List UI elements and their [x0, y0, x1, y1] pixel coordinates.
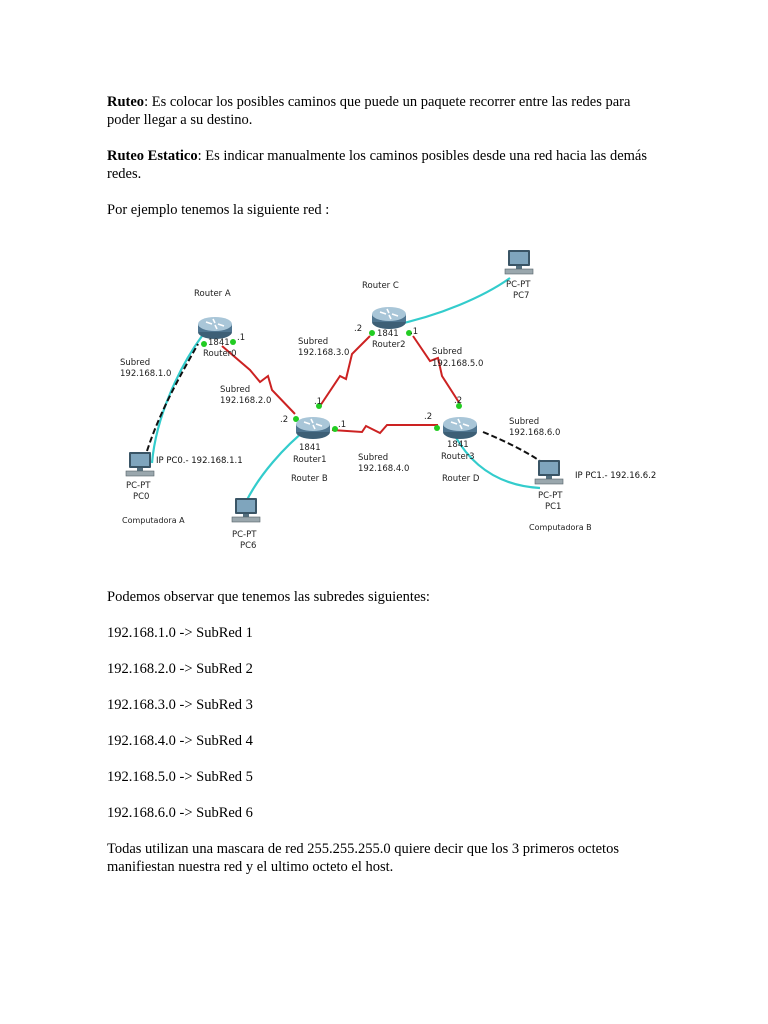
pc1-name: PC1: [545, 502, 562, 512]
subnet-list-item: 192.168.4.0 -> SubRed 4: [107, 733, 253, 749]
router-a[interactable]: [198, 317, 232, 339]
subnet-list-item: 192.168.1.0 -> SubRed 1: [107, 625, 253, 641]
router-icon: [372, 307, 406, 329]
pc7[interactable]: [505, 250, 533, 274]
router-b[interactable]: [296, 417, 330, 439]
ruteo-estatico-term: Ruteo Estatico: [107, 148, 198, 164]
subnet-1-net: 192.168.1.0: [120, 369, 172, 379]
ruteo-estatico-definition: [107, 147, 667, 183]
pc1-type: PC-PT: [538, 491, 563, 501]
pc6-type: PC-PT: [232, 530, 257, 540]
router-d-name: Router3: [441, 452, 475, 462]
subnet-2-label: Subred: [220, 385, 251, 395]
pc0[interactable]: [126, 452, 154, 476]
ruteo-term: Ruteo: [107, 94, 145, 110]
conclusion-text: Todas utilizan una mascara de red 255.255.255.0 quiere decir que los 3 primeros octetos manifiestan nuestra red y el ultimo octeto el host.: [107, 841, 619, 875]
example-intro: Por ejemplo tenemos la siguiente red :: [107, 202, 330, 218]
port-c-2: .2: [354, 324, 363, 334]
router-icon: [198, 317, 232, 339]
link-pc6-router-b: [245, 428, 308, 504]
pc6[interactable]: [232, 498, 260, 522]
port-d-2-left: .2: [424, 412, 433, 422]
pc0-ip: IP PC0.- 192.168.1.1: [156, 456, 243, 466]
pc7-type: PC-PT: [506, 280, 531, 290]
pc1-caption: Computadora B: [529, 523, 592, 532]
router-a-title: Router A: [194, 289, 231, 299]
subnet-list-item: 192.168.5.0 -> SubRed 5: [107, 769, 253, 785]
subnet-5-net: 192.168.5.0: [432, 359, 484, 369]
subnet-4-label: Subred: [358, 453, 389, 463]
router-icon: [296, 417, 330, 439]
port-b-2: .2: [280, 415, 289, 425]
port-indicators: [201, 330, 462, 432]
router-b-model: 1841: [299, 443, 321, 453]
link-router-c-pc7: [390, 278, 510, 326]
subnet-6-label: Subred: [509, 417, 540, 427]
router-d-model: 1841: [447, 440, 469, 450]
pc0-caption: Computadora A: [122, 516, 185, 525]
pc7-name: PC7: [513, 291, 530, 301]
router-c-title: Router C: [362, 281, 399, 291]
pc-icon: [505, 250, 533, 274]
pc1[interactable]: [535, 460, 563, 484]
router-d-title: Router D: [442, 474, 480, 484]
router-c-model: 1841: [377, 329, 399, 339]
subnet-5-label: Subred: [432, 347, 463, 357]
ruteo-definition: [107, 93, 667, 129]
router-d[interactable]: [443, 417, 477, 439]
pc0-type: PC-PT: [126, 481, 151, 491]
router-a-name: Router0: [203, 349, 237, 359]
pc6-name: PC6: [240, 541, 257, 551]
port-c-1: .1: [410, 327, 419, 337]
subnet-2-net: 192.168.2.0: [220, 396, 272, 406]
router-c[interactable]: [372, 307, 406, 329]
router-icon: [443, 417, 477, 439]
subnet-3-label: Subred: [298, 337, 329, 347]
network-diagram: [100, 236, 657, 566]
ruteo-estatico-text: : Es indicar manualmente los caminos posibles desde una red hacia las demás redes.: [107, 148, 647, 182]
port-a-1: .1: [237, 333, 246, 343]
pc-icon: [232, 498, 260, 522]
pc-icon: [535, 460, 563, 484]
pc1-ip: IP PC1.- 192.16.6.2: [575, 471, 657, 481]
port-b-1-up: .1: [314, 397, 323, 407]
subnet-6-net: 192.168.6.0: [509, 428, 561, 438]
router-b-title: Router B: [291, 474, 328, 484]
subnet-list-item: 192.168.3.0 -> SubRed 3: [107, 697, 253, 713]
serial-b-d: [332, 425, 438, 433]
router-a-model: 1841: [208, 338, 230, 348]
console-pc0-router-a: [147, 344, 198, 451]
link-pc0-router-a: [152, 336, 202, 463]
subnet-list-item: 192.168.6.0 -> SubRed 6: [107, 805, 253, 821]
ruteo-text: : Es colocar los posibles caminos que puede un paquete recorrer entre las redes para poder llegar a su destino.: [107, 94, 631, 128]
subnet-list-item: 192.168.2.0 -> SubRed 2: [107, 661, 253, 677]
router-c-name: Router2: [372, 340, 406, 350]
subnet-1-label: Subred: [120, 358, 151, 368]
pc-icon: [126, 452, 154, 476]
subnet-4-net: 192.168.4.0: [358, 464, 410, 474]
observe-text: Podemos observar que tenemos las subredes siguientes:: [107, 589, 430, 605]
pc0-name: PC0: [133, 492, 150, 502]
port-b-1-right: .1: [338, 420, 347, 430]
router-b-name: Router1: [293, 455, 327, 465]
subnet-3-net: 192.168.3.0: [298, 348, 350, 358]
port-d-2-up: .2: [454, 396, 463, 406]
